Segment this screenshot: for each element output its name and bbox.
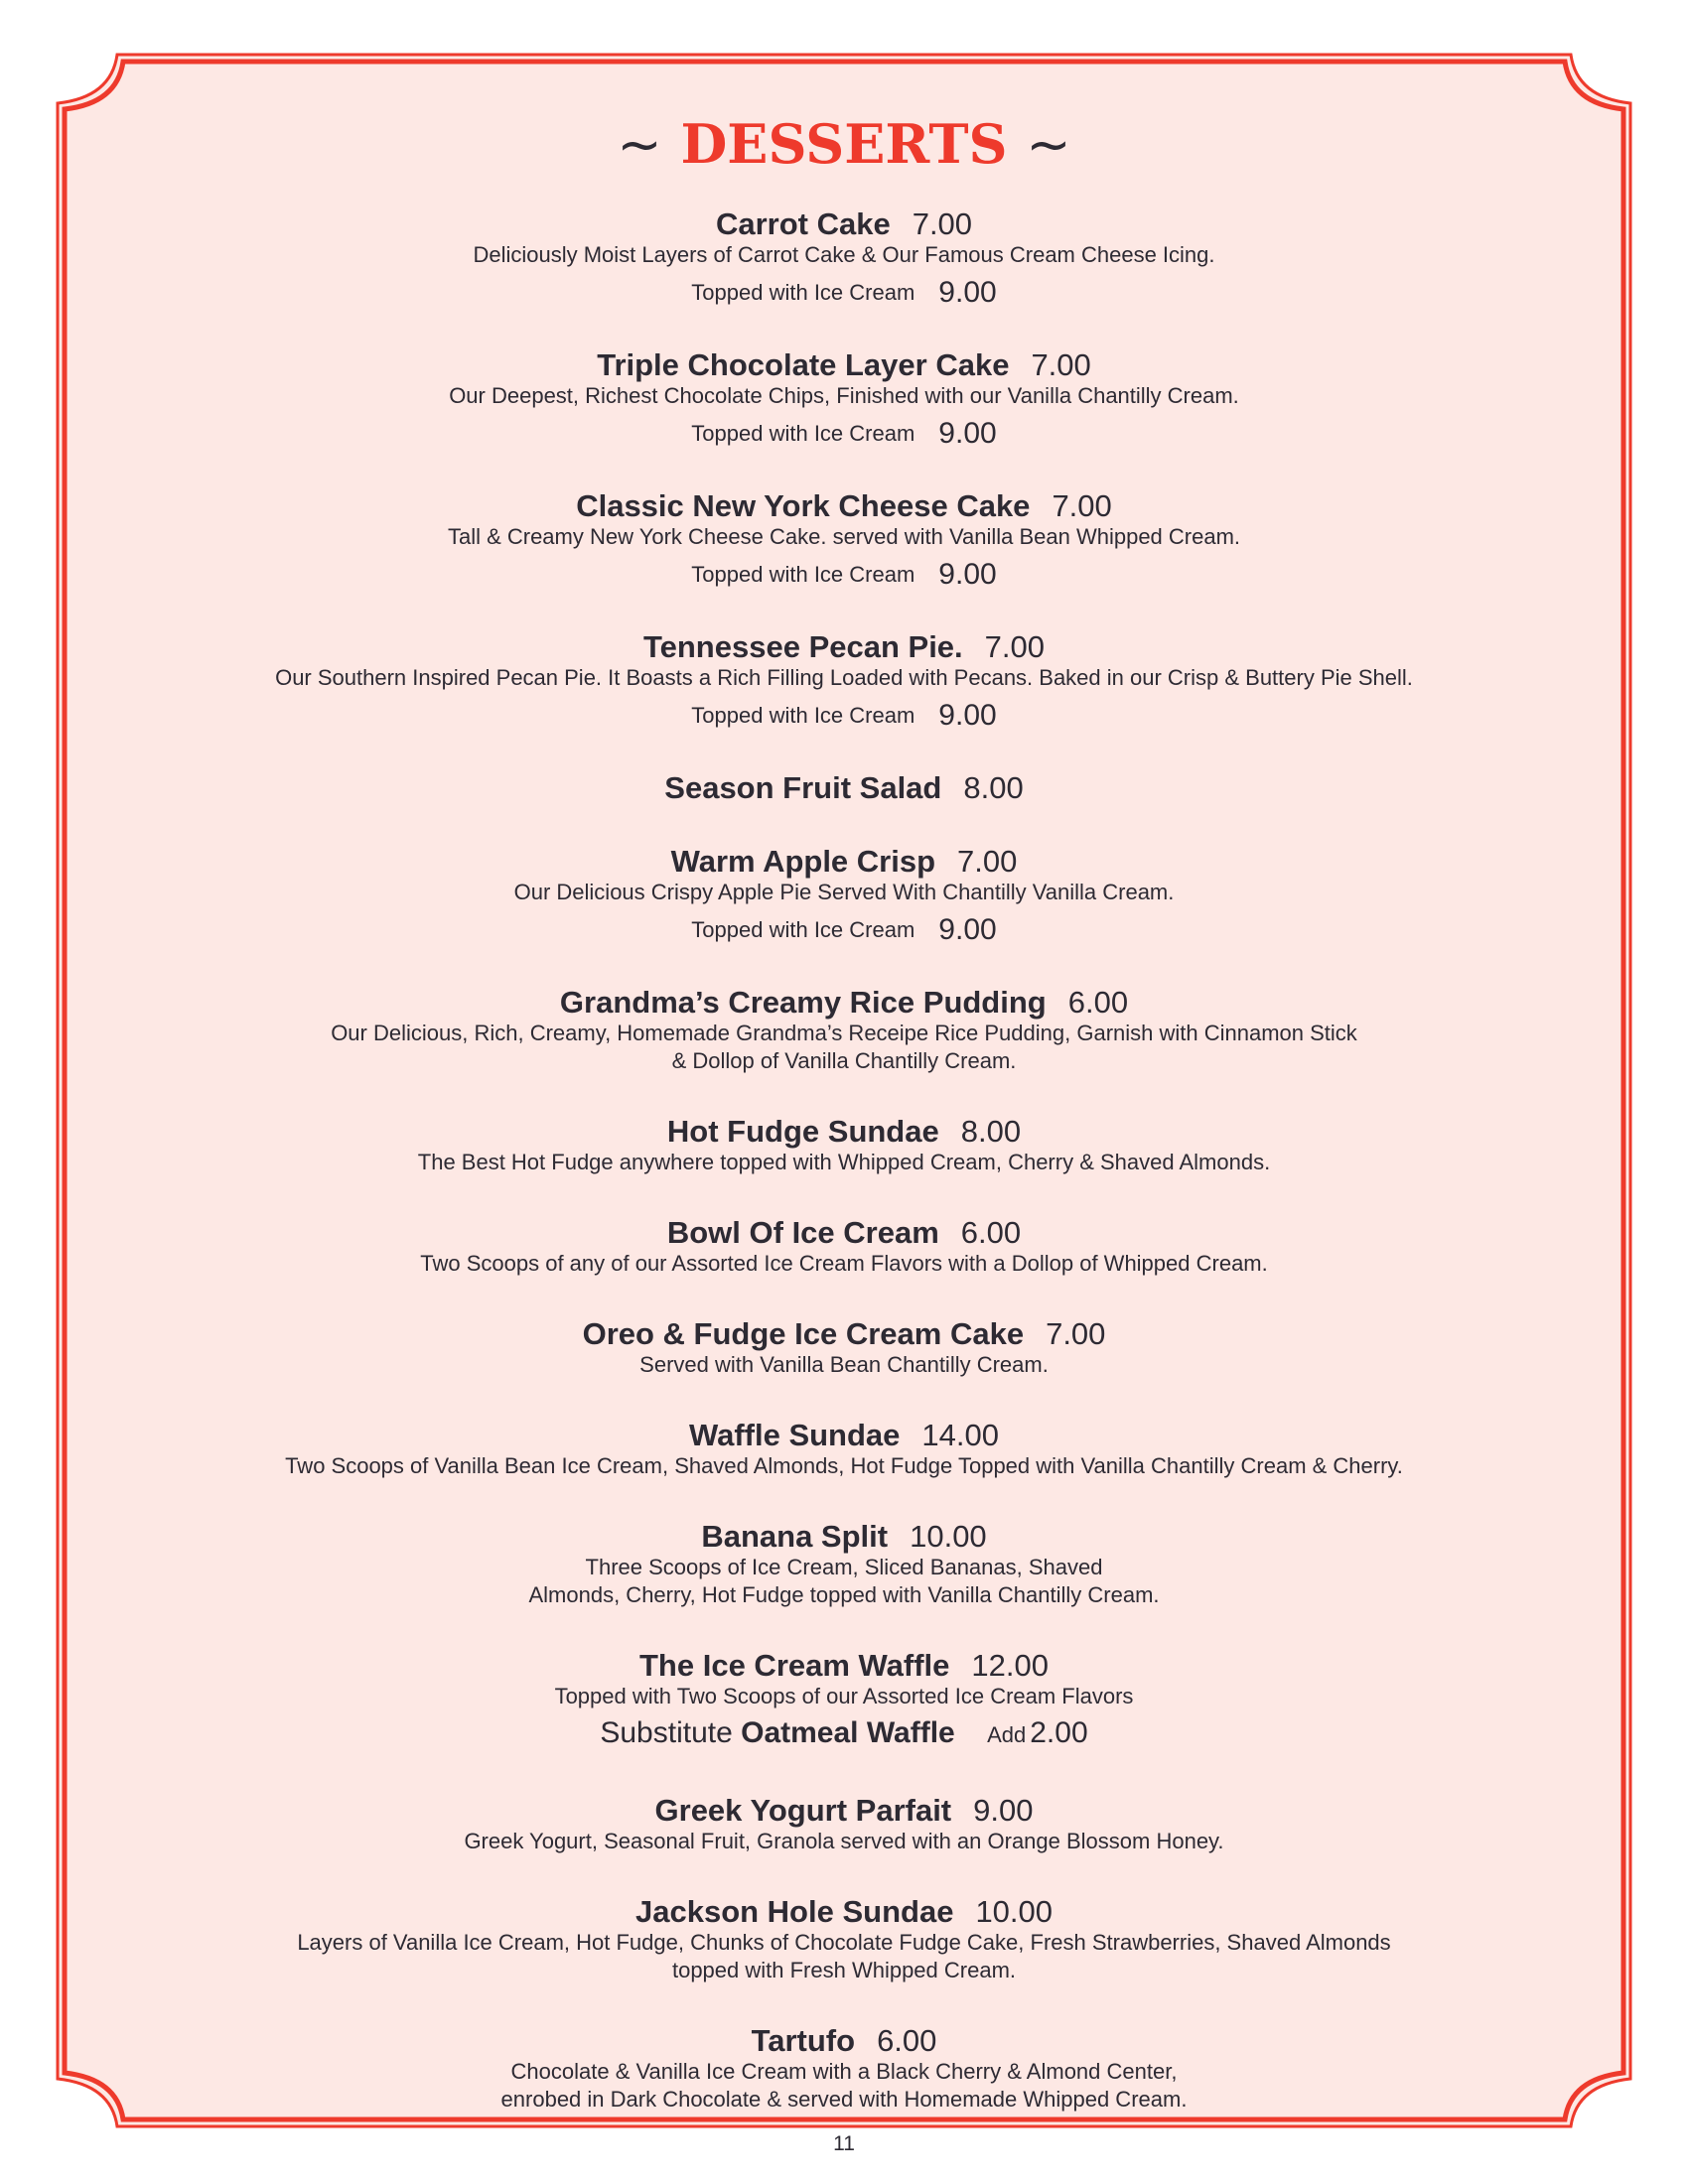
item-name: Greek Yogurt Parfait (654, 1793, 952, 1828)
topped-option (119, 418, 1569, 450)
item-name: Grandma’s Creamy Rice Pudding (559, 985, 1047, 1020)
menu-item-bowl-of-ice-cream (119, 1216, 1569, 1278)
item-name: Oreo & Fudge Ice Cream Cake (582, 1316, 1025, 1351)
title-text: DESSERTS (680, 112, 1008, 176)
topped-option (119, 914, 1569, 946)
menu-item-tennessee-pecan-pie (119, 630, 1569, 732)
menu-item-the-ice-cream-waffle (119, 1649, 1569, 1754)
topped-option (119, 559, 1569, 591)
menu-item-season-fruit-salad (119, 771, 1569, 805)
menu-item-grandmas-creamy-rice-pudding (119, 986, 1569, 1075)
menu-item-carrot-cake (119, 207, 1569, 309)
item-price: 7.00 (1052, 488, 1112, 523)
item-description: enrobed in Dark Chocolate & served with Homemade Whipped Cream. (500, 2087, 1188, 2112)
item-description: Our Southern Inspired Pecan Pie. It Boasts a Rich Filling Loaded with Pecans. Baked in our Crisp & Buttery Pie Shell. (275, 665, 1413, 690)
item-price: 7.00 (984, 629, 1045, 664)
topped-price: 9.00 (938, 417, 997, 450)
item-price: 8.00 (963, 770, 1024, 805)
menu-item-jackson-hole-sundae (119, 1895, 1569, 1984)
item-price: 7.00 (1031, 347, 1091, 382)
item-description: Tall & Creamy New York Cheese Cake. served with Vanilla Bean Whipped Cream. (447, 524, 1241, 549)
item-description: topped with Fresh Whipped Cream. (671, 1958, 1017, 1982)
menu-item-greek-yogurt-parfait (119, 1794, 1569, 1855)
item-name: Carrot Cake (715, 206, 891, 241)
topped-label: Topped with Ice Cream (691, 421, 915, 446)
item-description: Deliciously Moist Layers of Carrot Cake & Our Famous Cream Cheese Icing. (473, 242, 1215, 267)
topped-price: 9.00 (938, 913, 997, 946)
page-number: 11 (833, 2132, 855, 2155)
topped-price: 9.00 (938, 699, 997, 732)
menu-item-hot-fudge-sundae (119, 1115, 1569, 1176)
item-price: 6.00 (960, 1215, 1022, 1250)
menu-item-tartufo (119, 2024, 1569, 2114)
item-price: 6.00 (1067, 985, 1129, 1020)
item-name: Banana Split (701, 1519, 889, 1554)
item-name: Tartufo (751, 2023, 856, 2058)
menu-item-banana-split (119, 1520, 1569, 1609)
item-description: Two Scoops of any of our Assorted Ice Cream Flavors with a Dollop of Whipped Cream. (420, 1251, 1268, 1276)
item-name: Bowl Of Ice Cream (666, 1215, 939, 1250)
item-description: Our Delicious, Rich, Creamy, Homemade Grandma’s Receipe Rice Pudding, Garnish with Cinnamon Stick (331, 1021, 1357, 1045)
item-description: Greek Yogurt, Seasonal Fruit, Granola served with an Orange Blossom Honey. (464, 1829, 1224, 1853)
item-price: 8.00 (960, 1114, 1022, 1149)
item-name: Triple Chocolate Layer Cake (597, 347, 1010, 382)
topped-price: 9.00 (938, 276, 997, 309)
topped-label: Topped with Ice Cream (691, 703, 915, 728)
substitute-option (119, 1714, 1569, 1754)
item-price: 6.00 (877, 2023, 937, 2058)
item-description: Almonds, Cherry, Hot Fudge topped with Vanilla Chantilly Cream. (528, 1582, 1160, 1607)
add-price: 2.00 (1030, 1716, 1088, 1749)
topped-option (119, 700, 1569, 732)
title-tilde-left: ~ (617, 113, 662, 176)
topped-label: Topped with Ice Cream (691, 562, 915, 587)
topped-price: 9.00 (938, 558, 997, 591)
item-name: Jackson Hole Sundae (634, 1894, 954, 1929)
item-price: 14.00 (921, 1418, 999, 1452)
menu-item-triple-chocolate-layer-cake (119, 348, 1569, 450)
item-name: Season Fruit Salad (664, 770, 942, 805)
item-name: The Ice Cream Waffle (639, 1648, 950, 1683)
topped-option (119, 277, 1569, 309)
item-name: Tennessee Pecan Pie. (643, 629, 963, 664)
substitute-label: Substitute (600, 1716, 733, 1749)
item-name: Waffle Sundae (688, 1418, 901, 1452)
item-description: Our Deepest, Richest Chocolate Chips, Finished with our Vanilla Chantilly Cream. (449, 383, 1239, 408)
dessert-menu (119, 109, 1569, 2112)
item-price: 12.00 (971, 1648, 1049, 1683)
item-description: The Best Hot Fudge anywhere topped with Whipped Cream, Cherry & Shaved Almonds. (417, 1150, 1271, 1174)
item-description: Layers of Vanilla Ice Cream, Hot Fudge, Chunks of Chocolate Fudge Cake, Fresh Strawberries, Shaved Almonds (297, 1930, 1391, 1955)
item-description: Chocolate & Vanilla Ice Cream with a Black Cherry & Almond Center, (510, 2059, 1178, 2084)
add-label: Add (987, 1722, 1027, 1747)
substitute-item: Oatmeal Waffle (741, 1716, 955, 1749)
menu-title (119, 109, 1569, 180)
item-description: Two Scoops of Vanilla Bean Ice Cream, Shaved Almonds, Hot Fudge Topped with Vanilla Chantilly Cream & Cherry. (285, 1453, 1403, 1478)
menu-item-oreo-fudge-ice-cream-cake (119, 1317, 1569, 1379)
topped-label: Topped with Ice Cream (691, 917, 915, 942)
item-description: Topped with Two Scoops of our Assorted Ice Cream Flavors (554, 1684, 1134, 1708)
item-price: 10.00 (975, 1894, 1054, 1929)
menu-item-classic-new-york-cheese-cake (119, 489, 1569, 591)
menu-item-waffle-sundae (119, 1419, 1569, 1480)
menu-item-warm-apple-crisp (119, 845, 1569, 946)
item-name: Hot Fudge Sundae (666, 1114, 939, 1149)
item-name: Warm Apple Crisp (670, 844, 936, 879)
item-price: 7.00 (1046, 1316, 1106, 1351)
item-price: 7.00 (957, 844, 1018, 879)
item-price: 7.00 (912, 206, 973, 241)
item-price: 10.00 (910, 1519, 987, 1554)
item-description: & Dollop of Vanilla Chantilly Cream. (671, 1048, 1017, 1073)
item-name: Classic New York Cheese Cake (576, 488, 1031, 523)
item-description: Three Scoops of Ice Cream, Sliced Bananas, Shaved (585, 1555, 1103, 1579)
item-price: 9.00 (973, 1793, 1034, 1828)
title-tilde-right: ~ (1026, 113, 1071, 176)
item-description: Served with Vanilla Bean Chantilly Cream. (639, 1352, 1049, 1377)
item-description: Our Delicious Crispy Apple Pie Served With Chantilly Vanilla Cream. (513, 880, 1175, 904)
topped-label: Topped with Ice Cream (691, 280, 915, 305)
